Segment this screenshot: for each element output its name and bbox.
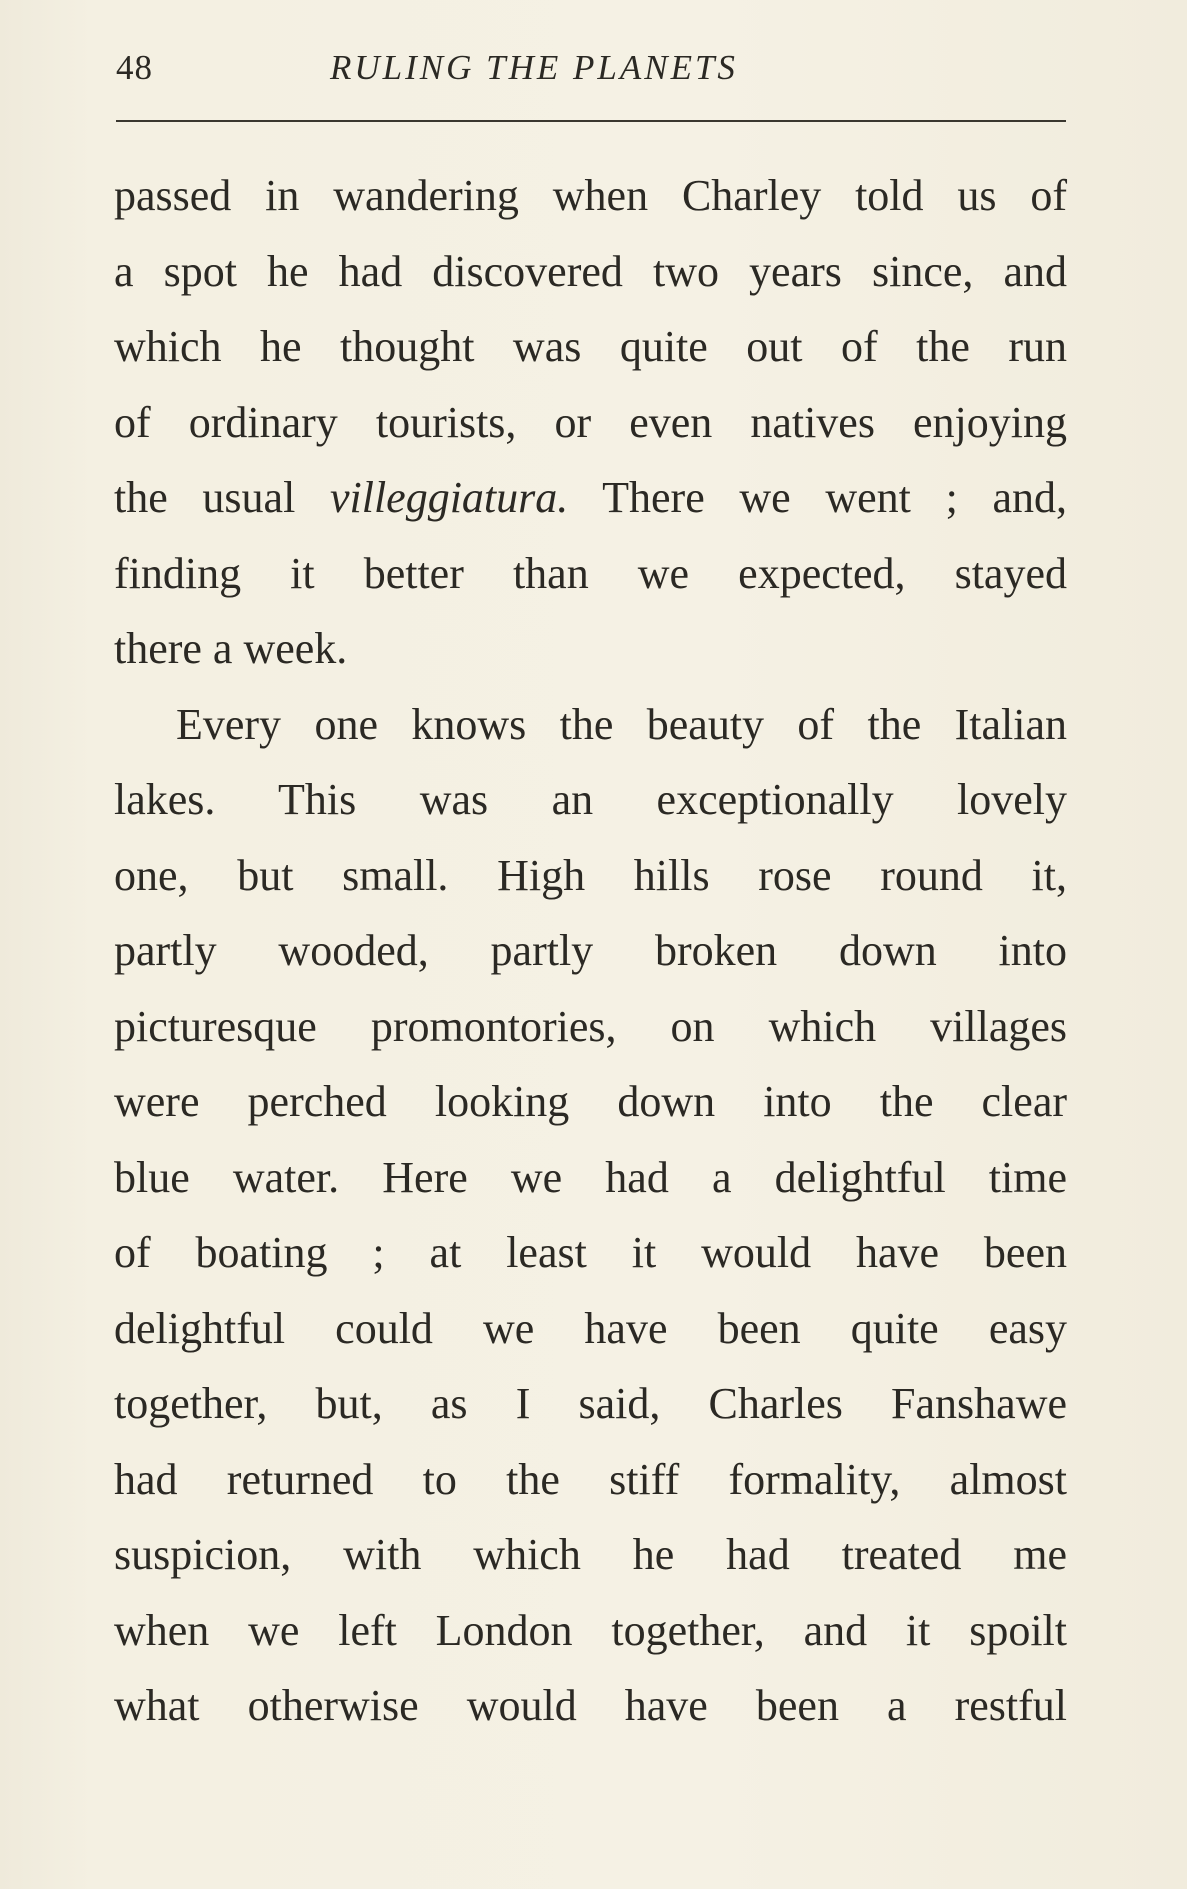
text-line: lakes. This was an exceptionally lovely bbox=[114, 775, 1067, 824]
text-line: were perched looking down into the clear bbox=[114, 1077, 1067, 1126]
text-line: blue water. Here we had a delightful time bbox=[114, 1152, 1067, 1202]
text-line: picturesque promontories, on which villages bbox=[114, 1001, 1067, 1051]
text-line: which he thought was quite out of the run bbox=[114, 322, 1067, 371]
text-line: a spot he had discovered two years since, and bbox=[114, 246, 1067, 296]
text-line: delightful could we have been quite easy bbox=[114, 1303, 1067, 1353]
running-title: RULING THE PLANETS bbox=[330, 48, 738, 87]
text-line: what otherwise would have been a restful bbox=[114, 1681, 1067, 1730]
text-line: partly wooded, partly broken down into bbox=[114, 926, 1067, 975]
text-line: passed in wandering when Charley told us of bbox=[114, 171, 1067, 220]
page-number: 48 bbox=[116, 48, 153, 87]
body-text bbox=[114, 158, 1067, 1744]
text-line: together, but, as I said, Charles Fanshawe bbox=[114, 1379, 1067, 1428]
text-line: when we left London together, and it spoilt bbox=[114, 1605, 1067, 1655]
text-run: There we went ; and, bbox=[568, 473, 1067, 522]
paragraph-2 bbox=[114, 687, 1067, 1744]
running-head bbox=[116, 48, 1066, 98]
text-line-with-italic bbox=[114, 460, 1067, 536]
text-line: suspicion, with which he had treated me bbox=[114, 1530, 1067, 1579]
text-run: the usual bbox=[114, 473, 330, 522]
text-line: finding it better than we expected, stayed bbox=[114, 548, 1067, 598]
text-line: of boating ; at least it would have been bbox=[114, 1228, 1067, 1277]
text-line: had returned to the stiff formality, almost bbox=[114, 1454, 1067, 1504]
italic-word: villeggiatura. bbox=[329, 473, 569, 522]
paragraph-1 bbox=[114, 158, 1067, 687]
text-line: one, but small. High hills rose round it, bbox=[114, 850, 1067, 900]
text-line: there a week. bbox=[114, 624, 348, 673]
text-line: Every one knows the beauty of the Italian bbox=[176, 699, 1067, 749]
text-line: of ordinary tourists, or even natives enjoying bbox=[114, 397, 1067, 447]
header-rule bbox=[116, 120, 1066, 122]
